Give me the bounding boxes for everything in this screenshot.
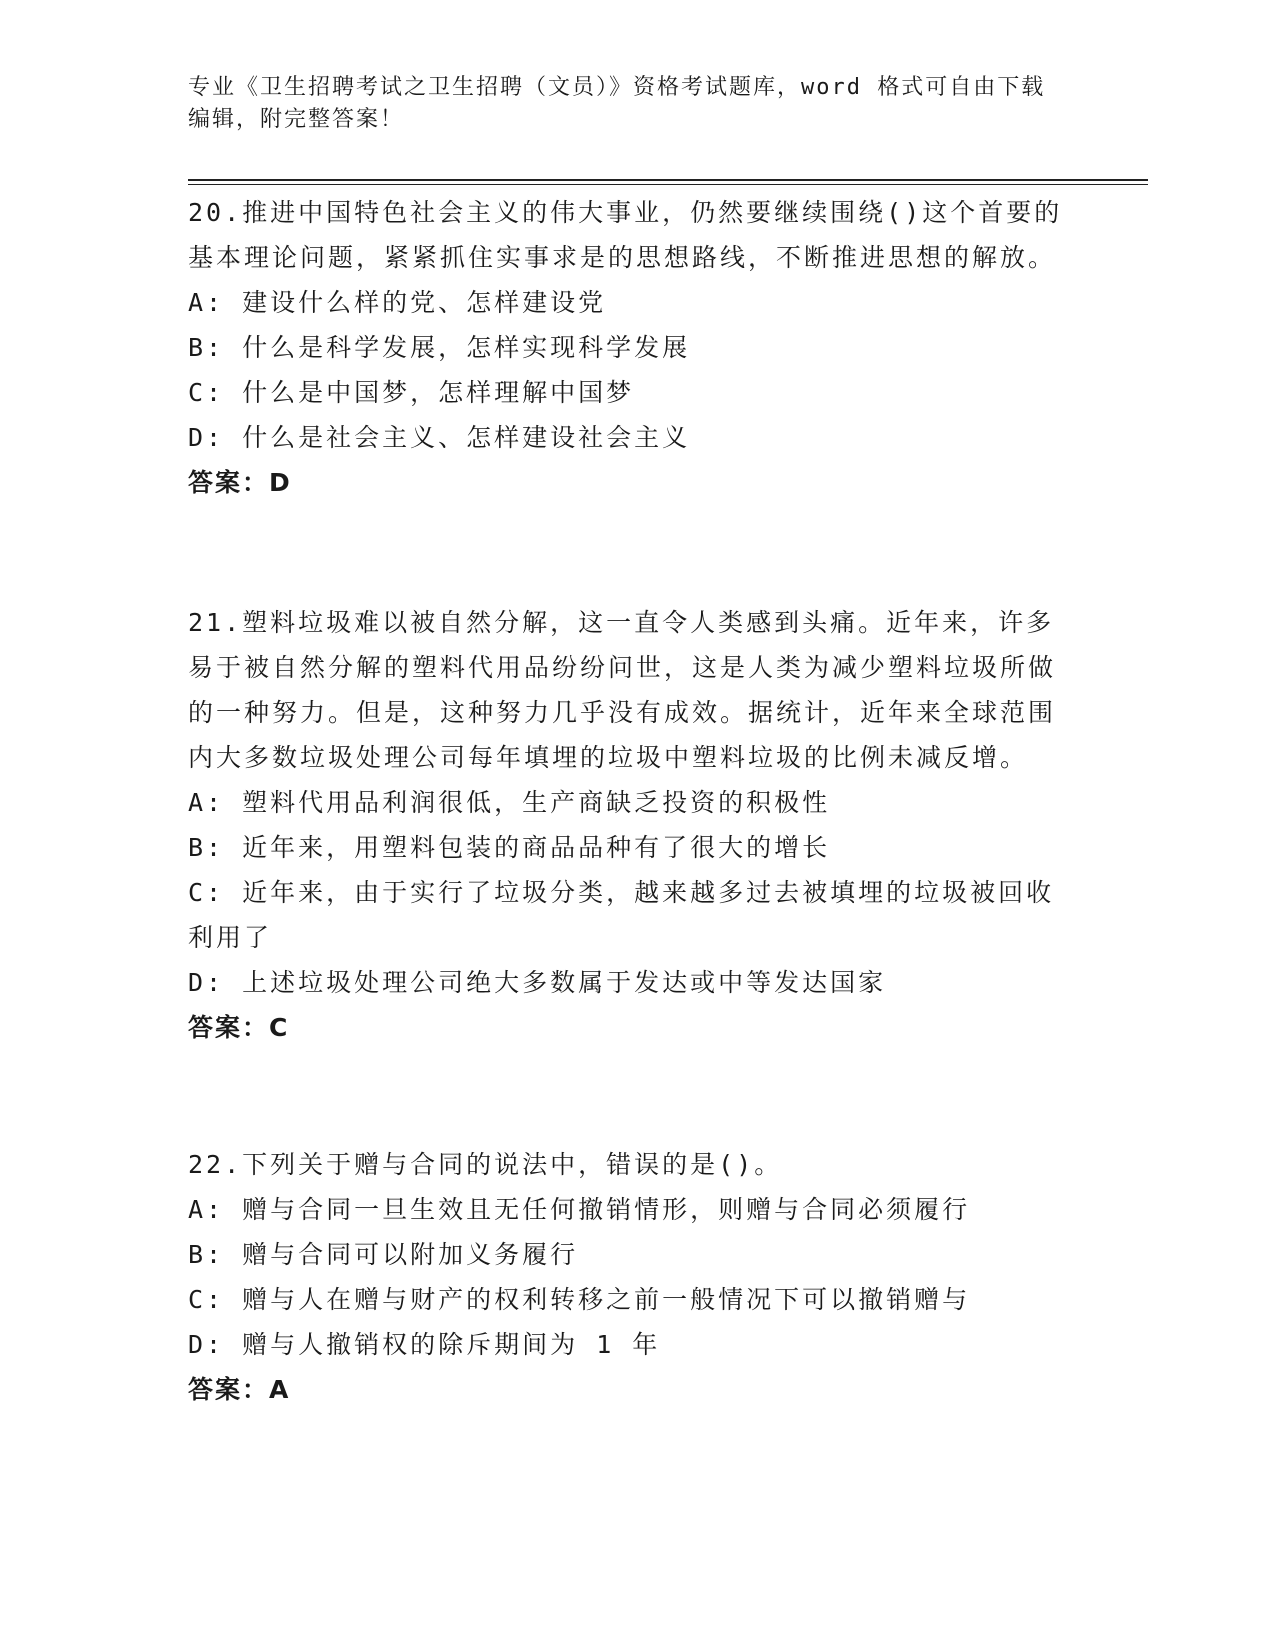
option-c: C: 赠与人在赠与财产的权利转移之前一般情况下可以撤销赠与 <box>188 1285 971 1314</box>
option-d: D: 上述垃圾处理公司绝大多数属于发达或中等发达国家 <box>188 968 887 997</box>
header-divider-thick <box>188 179 1148 181</box>
option-c: C: 近年来，由于实行了垃圾分类，越来越多过去被填埋的垃圾被回收利用了 <box>188 878 1055 952</box>
question-stem: 20.推进中国特色社会主义的伟大事业，仍然要继续围绕()这个首要的基本理论问题，紧紧抓住实事求是的思想路线，不断推进思想的解放。 <box>188 198 1063 272</box>
question-stem: 21.塑料垃圾难以被自然分解，这一直令人类感到头痛。近年来，许多易于被自然分解的塑料代用品纷纷问世，这是人类为减少塑料垃圾所做的一种努力。但是，这种努力几乎没有成效。据统计，近年来全球范围内大多数垃圾处理公司每年填埋的垃圾中塑料垃圾的比例未减反增。 <box>188 608 1057 772</box>
option-a: A: 赠与合同一旦生效且无任何撤销情形，则赠与合同必须履行 <box>188 1195 971 1224</box>
question-20 <box>188 190 1068 505</box>
option-b: B: 赠与合同可以附加义务履行 <box>188 1240 579 1269</box>
option-b: B: 什么是科学发展，怎样实现科学发展 <box>188 333 691 362</box>
option-a: A: 塑料代用品利润很低，生产商缺乏投资的积极性 <box>188 788 831 817</box>
header-line-1: 专业《卫生招聘考试之卫生招聘（文员）》资格考试题库，word 格式可自由下载 <box>188 75 1046 100</box>
question-21 <box>188 600 1068 1050</box>
answer-label: 答案：D <box>188 468 292 497</box>
question-stem: 22.下列关于赠与合同的说法中，错误的是()。 <box>188 1150 783 1179</box>
option-a: A: 建设什么样的党、怎样建设党 <box>188 288 607 317</box>
header-line-2: 编辑，附完整答案！ <box>188 107 405 132</box>
question-22 <box>188 1142 1068 1412</box>
document-header <box>188 72 1068 136</box>
option-c: C: 什么是中国梦，怎样理解中国梦 <box>188 378 635 407</box>
option-d: D: 赠与人撤销权的除斥期间为 1 年 <box>188 1330 661 1359</box>
header-divider-thin <box>188 184 1148 185</box>
option-b: B: 近年来，用塑料包装的商品品种有了很大的增长 <box>188 833 831 862</box>
option-d: D: 什么是社会主义、怎样建设社会主义 <box>188 423 691 452</box>
answer-label: 答案：C <box>188 1013 290 1042</box>
answer-label: 答案：A <box>188 1375 291 1404</box>
